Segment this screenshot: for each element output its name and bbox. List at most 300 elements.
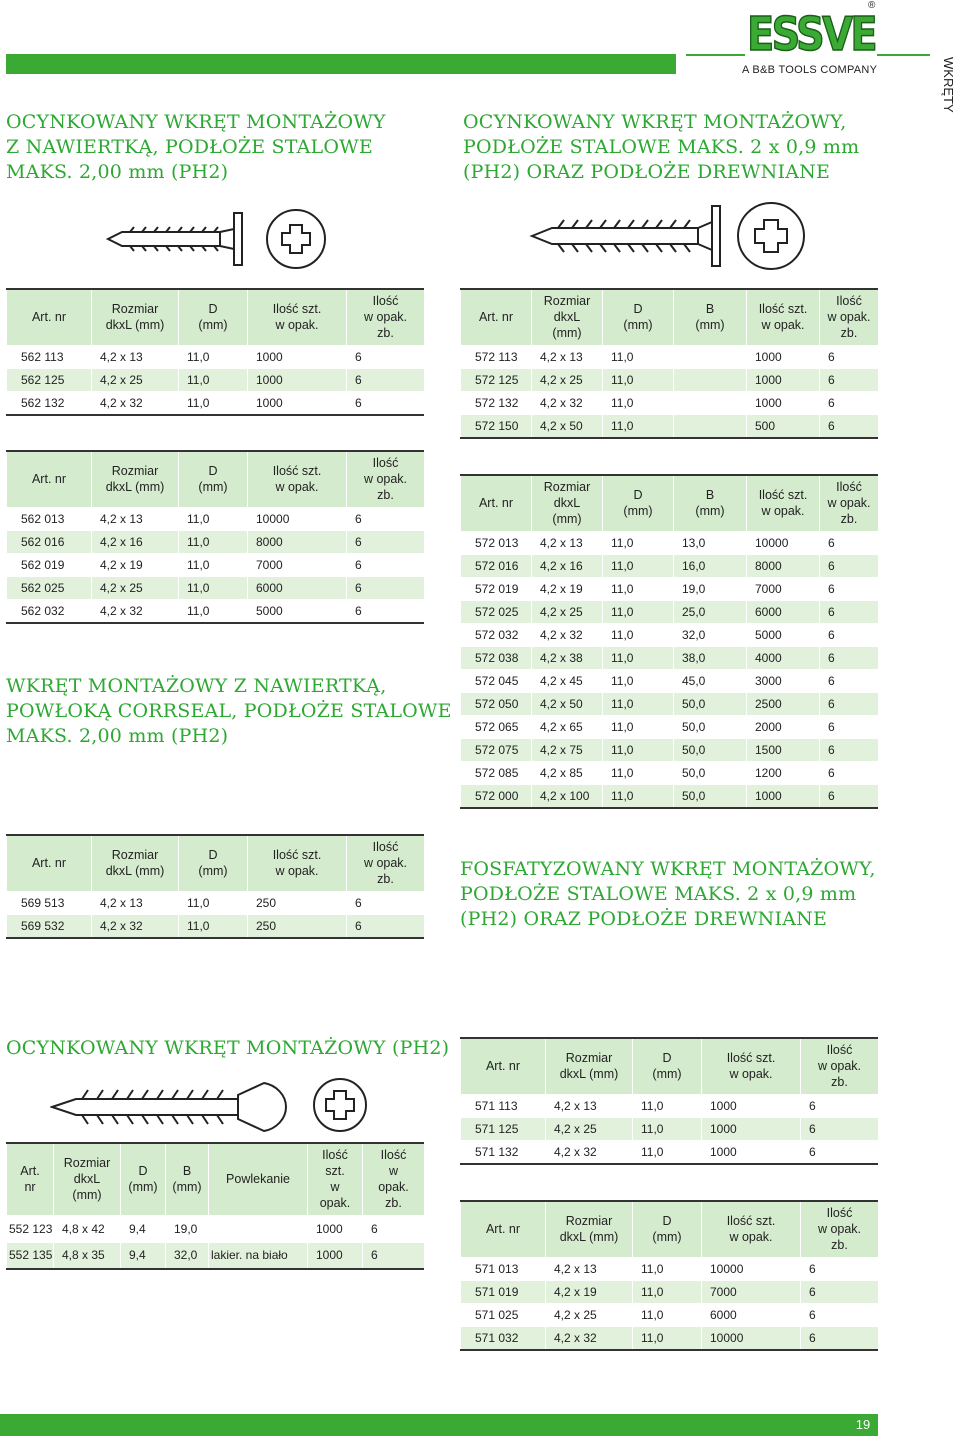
cell: 4,2 x 25 [546, 1117, 633, 1140]
cell: 11,0 [603, 368, 674, 391]
cell: 4,2 x 85 [532, 761, 603, 784]
essve-logo [745, 10, 877, 56]
cell: 6 [801, 1326, 879, 1350]
cell: 571 025 [461, 1303, 546, 1326]
header-line: Rozmiar [565, 1214, 613, 1229]
header-line: zb. [377, 326, 394, 341]
header-line: nr [24, 1180, 36, 1195]
table-row [461, 600, 879, 623]
cell: 4,2 x 19 [92, 553, 179, 576]
cell: 562 013 [7, 507, 92, 530]
header-line: zb. [831, 1075, 848, 1090]
col-b [674, 475, 747, 531]
cell: 572 125 [461, 368, 532, 391]
cell: 32,0 [166, 1242, 209, 1269]
cell: 50,0 [674, 784, 747, 808]
table-562-2 [6, 450, 424, 624]
cell: 11,0 [633, 1303, 702, 1326]
cell: 11,0 [633, 1257, 702, 1280]
col-qty-bulk [363, 1143, 425, 1215]
col-art: Art. nr [461, 475, 532, 531]
col-qty-bulk [347, 451, 425, 507]
cell: 4,2 x 13 [92, 507, 179, 530]
cell: 10000 [702, 1326, 801, 1350]
heading-line: OCYNKOWANY WKRĘT MONTAŻOWY, [463, 111, 847, 133]
cell: 1000 [308, 1215, 363, 1242]
header-line: dkxL [553, 496, 581, 511]
header-line: D [662, 1214, 672, 1229]
cell: 571 019 [461, 1280, 546, 1303]
cell: 6 [820, 623, 879, 646]
cell: 6 [347, 891, 425, 914]
cell: 4,2 x 75 [532, 738, 603, 761]
cell: 562 016 [7, 530, 92, 553]
cell: 11,0 [633, 1094, 702, 1117]
table-572-2 [460, 474, 878, 809]
heading-line: OCYNKOWANY WKRĘT MONTAŻOWY (PH2) [6, 1037, 450, 1059]
col-art [7, 1143, 54, 1215]
table-row [7, 553, 425, 576]
table-row [461, 345, 879, 368]
cell: 11,0 [179, 368, 248, 391]
header-line: w opak. [363, 310, 408, 325]
header-line: (mm) [652, 1230, 682, 1245]
cell: 250 [248, 891, 347, 914]
cell: 562 032 [7, 599, 92, 623]
cell [674, 345, 747, 368]
col-qty-bulk [801, 1201, 879, 1257]
cell: 6 [820, 784, 879, 808]
table-row [461, 784, 879, 808]
cell: 4,2 x 13 [532, 345, 603, 368]
cell: 1000 [248, 368, 347, 391]
header-line: dkxL (mm) [559, 1067, 619, 1082]
cell: 571 013 [461, 1257, 546, 1280]
cell: 10000 [248, 507, 347, 530]
header-line: Art. [20, 1164, 40, 1179]
cell: 6 [820, 761, 879, 784]
col-d [603, 475, 674, 531]
cell: 11,0 [603, 692, 674, 715]
header-line: w opak. [817, 1059, 862, 1074]
cell: 11,0 [179, 391, 248, 415]
cell: 4,2 x 32 [92, 599, 179, 623]
table-row [461, 1257, 879, 1280]
col-size [546, 1038, 633, 1094]
header-line: w opak. [761, 318, 805, 333]
col-art: Art. nr [7, 835, 92, 891]
cell: 572 132 [461, 391, 532, 414]
side-category-tab [930, 55, 960, 113]
table-row [461, 577, 879, 600]
cell: 4,8 x 42 [54, 1215, 121, 1242]
header-line: Ilość [372, 294, 399, 309]
cell: 13,0 [674, 531, 747, 554]
cell: 6 [820, 738, 879, 761]
cell: 25,0 [674, 600, 747, 623]
header-line: (mm) [172, 1180, 202, 1195]
header-line: w opak. [729, 1067, 773, 1082]
col-qty-bulk [820, 475, 879, 531]
col-qty-bulk [347, 835, 425, 891]
col-size [532, 289, 603, 345]
header-line: zb. [377, 872, 394, 887]
cell [209, 1215, 308, 1242]
col-d [179, 451, 248, 507]
heading-4 [460, 857, 876, 932]
cell: 6 [820, 368, 879, 391]
heading-line: (PH2) ORAZ PODŁOŻE DREWNIANE [460, 908, 828, 930]
cell: 6 [801, 1117, 879, 1140]
col-d [603, 289, 674, 345]
col-qty [702, 1201, 801, 1257]
cell: 572 032 [461, 623, 532, 646]
cell: 11,0 [179, 891, 248, 914]
col-d [633, 1201, 702, 1257]
header-line: D [662, 1051, 672, 1066]
cell: 6 [820, 414, 879, 438]
cell: 562 025 [7, 576, 92, 599]
cell: 6 [820, 531, 879, 554]
cell: 6 [801, 1303, 879, 1326]
cell: 562 125 [7, 368, 92, 391]
col-qty [248, 289, 347, 345]
heading-line: OCYNKOWANY WKRĘT MONTAŻOWY [6, 111, 386, 133]
table-row [7, 368, 425, 391]
header-line: w opak. [275, 318, 319, 333]
cell: 11,0 [179, 530, 248, 553]
top-green-bar [6, 54, 676, 74]
header-line: w [330, 1180, 340, 1195]
header-line: (mm) [198, 318, 228, 333]
table-row [461, 1140, 879, 1164]
cell: 6 [820, 646, 879, 669]
cell: 11,0 [603, 738, 674, 761]
cell: 571 032 [461, 1326, 546, 1350]
cell: 4,2 x 50 [532, 414, 603, 438]
cell: 6 [347, 391, 425, 415]
cell: 11,0 [179, 599, 248, 623]
col-d [179, 289, 248, 345]
cell: 11,0 [179, 345, 248, 368]
table-row [7, 507, 425, 530]
header-line: Ilość [826, 1206, 853, 1221]
header-line: D [138, 1164, 148, 1179]
col-coating: Powlekanie [209, 1143, 308, 1215]
header-line: D [633, 302, 643, 317]
cell: 6 [820, 577, 879, 600]
heading-1 [6, 110, 386, 185]
cell: 6 [347, 914, 425, 938]
cell: 1500 [747, 738, 820, 761]
cell: 50,0 [674, 738, 747, 761]
cell: 571 132 [461, 1140, 546, 1164]
heading-line: (PH2) ORAZ PODŁOŻE DREWNIANE [463, 161, 831, 183]
header-line: opak. [378, 1180, 409, 1195]
cell: 6 [347, 345, 425, 368]
screw-pointed-illustration [528, 200, 808, 272]
table-row [461, 738, 879, 761]
cell: 6 [363, 1215, 425, 1242]
header-line: Ilość [372, 840, 399, 855]
cell: 50,0 [674, 715, 747, 738]
cell: 4,2 x 13 [532, 531, 603, 554]
col-b [166, 1143, 209, 1215]
col-qty [308, 1143, 363, 1215]
header-line: Ilość [372, 456, 399, 471]
cell: 6 [347, 368, 425, 391]
header-line: D [208, 302, 218, 317]
cell: 16,0 [674, 554, 747, 577]
table-562-1 [6, 288, 424, 416]
col-art: Art. nr [7, 451, 92, 507]
header-line: Ilość [826, 1043, 853, 1058]
cell: 4,2 x 13 [546, 1257, 633, 1280]
cell: 572 013 [461, 531, 532, 554]
cell: 6 [347, 507, 425, 530]
cell: 4,2 x 45 [532, 669, 603, 692]
cell: 6 [801, 1094, 879, 1117]
cell: 250 [248, 914, 347, 938]
header-line: w opak. [729, 1230, 773, 1245]
cell: 5000 [248, 599, 347, 623]
cell: 569 532 [7, 914, 92, 938]
table-row [461, 646, 879, 669]
cell: 1000 [747, 345, 820, 368]
header-line: Ilość szt. [272, 464, 322, 479]
table-571-2 [460, 1200, 878, 1351]
table-572-1 [460, 288, 878, 439]
cell: 11,0 [603, 715, 674, 738]
table-row [461, 531, 879, 554]
cell: 4,2 x 25 [532, 368, 603, 391]
heading-line: MAKS. 2,00 mm (PH2) [6, 161, 229, 183]
header-line: Rozmiar [543, 294, 591, 309]
heading-2 [463, 110, 859, 185]
table-row [7, 530, 425, 553]
table-row [7, 599, 425, 623]
header-line: Ilość szt. [272, 302, 322, 317]
table-row [7, 1215, 425, 1242]
screw-drill-tip-illustration [100, 205, 330, 271]
header-line: zb. [377, 488, 394, 503]
heading-line: Z NAWIERTKĄ, PODŁOŻE STALOWE [6, 136, 373, 158]
cell: 562 132 [7, 391, 92, 415]
header-line: Rozmiar [543, 480, 591, 495]
header-line: w opak. [827, 310, 871, 325]
header-line: (mm) [72, 1188, 102, 1203]
cell: 572 085 [461, 761, 532, 784]
cell: 11,0 [633, 1117, 702, 1140]
cell: 572 038 [461, 646, 532, 669]
heading-line: PODŁOŻE STALOWE MAKS. 2 x 0,9 mm [460, 883, 857, 905]
cell: 4,2 x 100 [532, 784, 603, 808]
col-size [92, 289, 179, 345]
cell: 11,0 [633, 1280, 702, 1303]
header-line: D [633, 488, 643, 503]
cell: 4,2 x 38 [532, 646, 603, 669]
header-line: (mm) [552, 326, 582, 341]
cell: 552 135 [7, 1242, 54, 1269]
cell: 4,2 x 16 [532, 554, 603, 577]
cell: 11,0 [179, 914, 248, 938]
cell: 1000 [248, 391, 347, 415]
cell: 6 [820, 715, 879, 738]
cell: 552 123 [7, 1215, 54, 1242]
cell [674, 368, 747, 391]
table-row [461, 715, 879, 738]
cell: 9,4 [121, 1215, 166, 1242]
cell: 10000 [702, 1257, 801, 1280]
cell: 11,0 [603, 600, 674, 623]
svg-text:ESSVE: ESSVE [747, 10, 876, 56]
col-art: Art. nr [461, 1201, 546, 1257]
col-qty-bulk [820, 289, 879, 345]
cell: 1000 [702, 1117, 801, 1140]
cell: 6 [347, 553, 425, 576]
table-row [461, 1326, 879, 1350]
cell: 4,2 x 13 [92, 345, 179, 368]
cell: 4,2 x 25 [92, 576, 179, 599]
cell: 6 [820, 692, 879, 715]
cell: 4,2 x 13 [546, 1094, 633, 1117]
header-line: dkxL [553, 310, 581, 325]
cell: 1000 [747, 391, 820, 414]
table-row [461, 1117, 879, 1140]
cell: 6 [801, 1257, 879, 1280]
cell: 1000 [248, 345, 347, 368]
col-qty-bulk [347, 289, 425, 345]
header-line: Ilość szt. [726, 1214, 776, 1229]
cell: 6000 [702, 1303, 801, 1326]
header-line: Ilość [836, 480, 862, 495]
header-line: B [182, 1164, 192, 1179]
cell: 4,8 x 35 [54, 1242, 121, 1269]
table-row [461, 414, 879, 438]
cell: 50,0 [674, 761, 747, 784]
cell: 4,2 x 32 [92, 914, 179, 938]
table-row [7, 345, 425, 368]
cell: 38,0 [674, 646, 747, 669]
cell: 4,2 x 19 [546, 1280, 633, 1303]
cell: 572 050 [461, 692, 532, 715]
header-line: w [388, 1164, 399, 1179]
cell: 572 045 [461, 669, 532, 692]
cell: 6 [363, 1242, 425, 1269]
table-row [7, 1242, 425, 1269]
header-line: w opak. [363, 472, 408, 487]
table-row [461, 1303, 879, 1326]
cell: 569 513 [7, 891, 92, 914]
screw-round-head-illustration [50, 1065, 370, 1143]
cell: 4000 [747, 646, 820, 669]
cell: 4,2 x 25 [92, 368, 179, 391]
header-line: (mm) [198, 864, 228, 879]
header-line: Rozmiar [111, 848, 159, 863]
cell: 6 [347, 599, 425, 623]
table-row [7, 391, 425, 415]
table-row [461, 1280, 879, 1303]
cell: 11,0 [603, 784, 674, 808]
header-line: szt. [325, 1164, 345, 1179]
header-line: Ilość szt. [272, 848, 322, 863]
table-571-1 [460, 1037, 878, 1165]
header-line: dkxL [73, 1172, 101, 1187]
cell: 5000 [747, 623, 820, 646]
col-d [179, 835, 248, 891]
heading-line: FOSFATYZOWANY WKRĘT MONTAŻOWY, [460, 858, 876, 880]
header-line: Rozmiar [63, 1156, 111, 1171]
heading-line: MAKS. 2,00 mm (PH2) [6, 725, 229, 747]
cell: 11,0 [603, 646, 674, 669]
cell: 32,0 [674, 623, 747, 646]
cell: 10000 [747, 531, 820, 554]
heading-5 [6, 1036, 449, 1061]
cell: 45,0 [674, 669, 747, 692]
cell: 11,0 [603, 345, 674, 368]
header-line: Rozmiar [111, 464, 159, 479]
logo-subtitle: A B&B TOOLS COMPANY [742, 64, 878, 76]
cell: 11,0 [179, 553, 248, 576]
header-line: dkxL (mm) [105, 864, 165, 879]
cell: 572 150 [461, 414, 532, 438]
cell: 4,2 x 25 [546, 1303, 633, 1326]
heading-line: WKRĘT MONTAŻOWY Z NAWIERTKĄ, [6, 675, 387, 697]
header-line: (mm) [128, 1180, 158, 1195]
page-number: 19 [848, 1414, 878, 1436]
cell: 572 016 [461, 554, 532, 577]
cell: 11,0 [603, 623, 674, 646]
cell: 2000 [747, 715, 820, 738]
cell: 11,0 [633, 1326, 702, 1350]
header-line: zb. [840, 326, 858, 341]
cell: 572 019 [461, 577, 532, 600]
cell [674, 391, 747, 414]
cell: 6 [801, 1140, 879, 1164]
header-line: Ilość szt. [758, 302, 808, 317]
cell: 1000 [747, 368, 820, 391]
header-line: (mm) [623, 318, 653, 333]
col-size [92, 451, 179, 507]
table-row [7, 891, 425, 914]
heading-line: PODŁOŻE STALOWE MAKS. 2 x 0,9 mm [463, 136, 860, 158]
table-552 [6, 1142, 424, 1270]
col-art: Art. nr [7, 289, 92, 345]
header-line: D [208, 464, 218, 479]
cell: 1200 [747, 761, 820, 784]
header-line: B [705, 488, 715, 503]
header-line: Rozmiar [111, 302, 159, 317]
header-line: dkxL (mm) [559, 1230, 619, 1245]
cell: 4,2 x 32 [532, 623, 603, 646]
cell: 4,2 x 16 [92, 530, 179, 553]
cell: 1000 [702, 1140, 801, 1164]
cell: 11,0 [603, 761, 674, 784]
cell: 11,0 [603, 669, 674, 692]
table-row [461, 1094, 879, 1117]
header-line: zb. [385, 1196, 402, 1211]
cell: 11,0 [179, 576, 248, 599]
cell: lakier. na biało [209, 1242, 308, 1269]
cell: 8000 [747, 554, 820, 577]
header-line: w opak. [363, 856, 408, 871]
header-line: zb. [840, 512, 858, 527]
cell: 6 [820, 669, 879, 692]
header-line: w opak. [761, 504, 805, 519]
col-d [121, 1143, 166, 1215]
cell: 4,2 x 32 [546, 1140, 633, 1164]
cell: 1000 [747, 784, 820, 808]
